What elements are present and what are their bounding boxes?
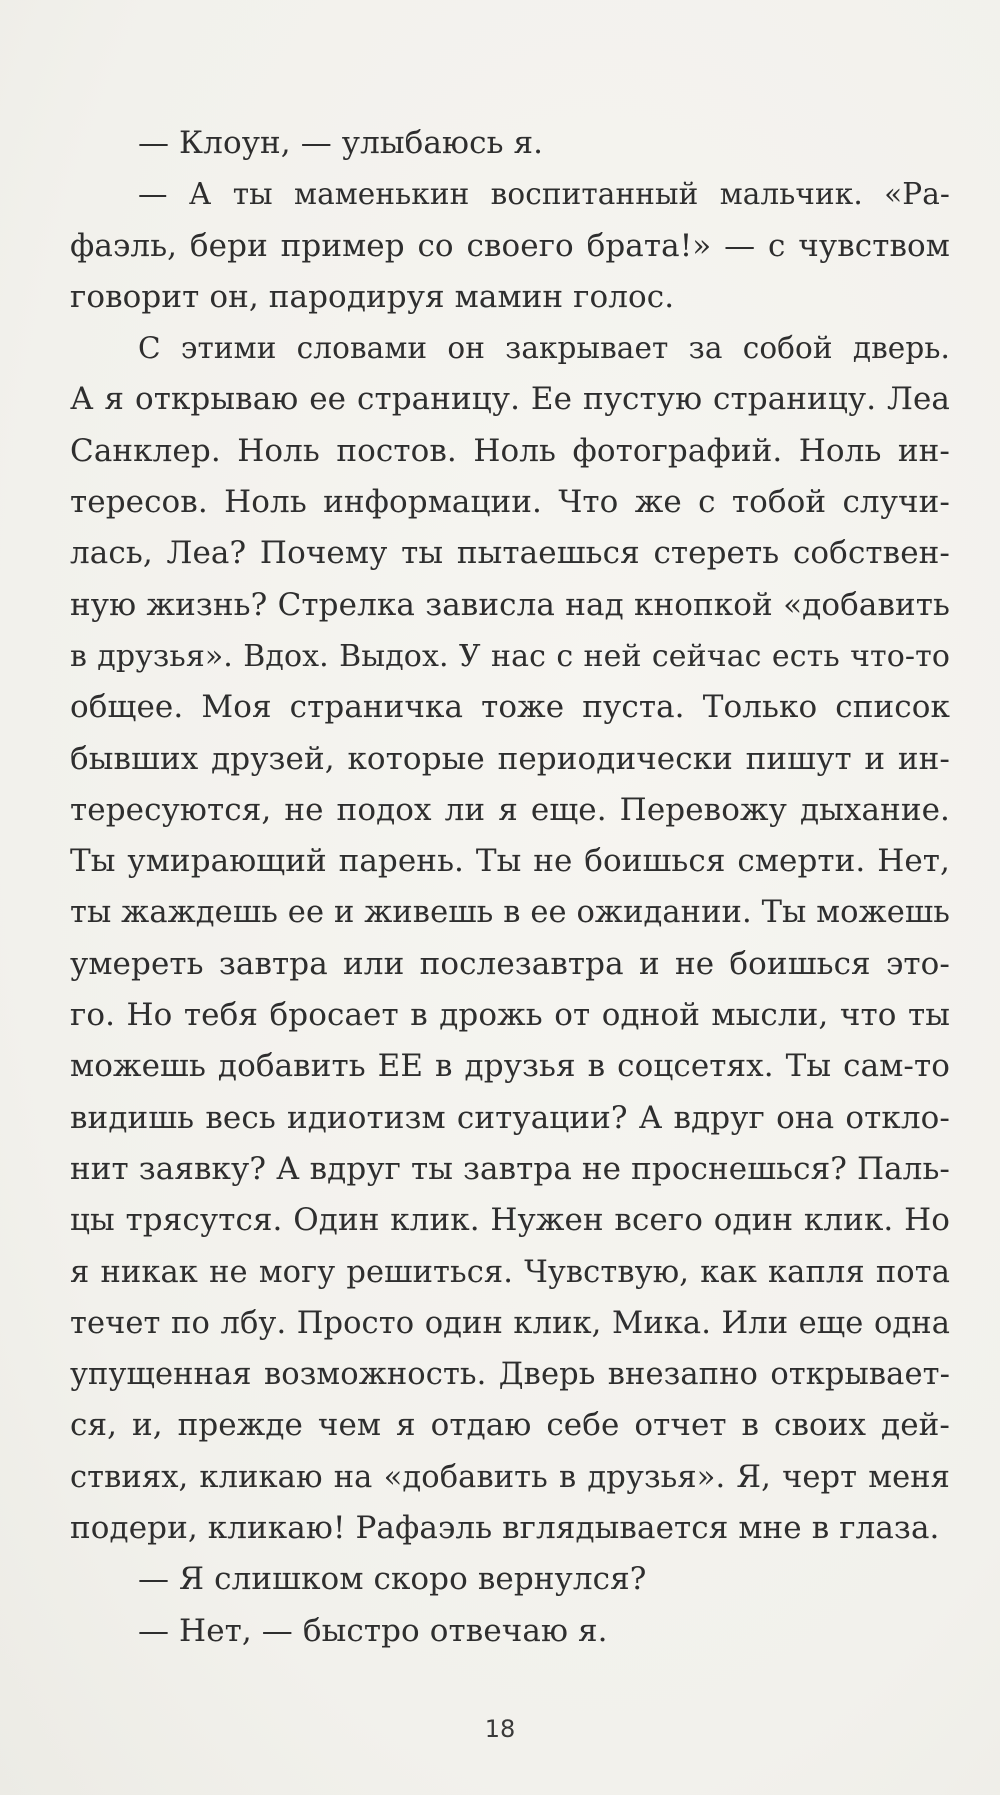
body-text [70, 118, 950, 1657]
text-line: можешь добавить ЕЕ в друзья в соцсетях. Ты сам-то [70, 1048, 950, 1085]
page-number: 18 [484, 1715, 516, 1743]
text-line: А я открываю ее страницу. Ее пустую страницу. Леа [70, 381, 950, 418]
text-line: подери, кликаю! Рафаэль вглядывается мне в глаза. [70, 1510, 940, 1547]
text-line: Ты умирающий парень. Ты не боишься смерти. Нет, [70, 843, 950, 880]
text-line: говорит он, пародируя мамин голос. [70, 278, 675, 315]
text-line: ся, и, прежде чем я отдаю себе отчет в своих дей- [70, 1407, 950, 1444]
text-line: ствиях, кликаю на «добавить в друзья». Я, черт меня [70, 1459, 950, 1495]
text-line: ную жизнь? Стрелка зависла над кнопкой «добавить [70, 586, 950, 623]
text-line: — А ты маменькин воспитанный мальчик. «Ра- [138, 177, 950, 212]
text-line: Санклер. Ноль постов. Ноль фотографий. Ноль ин- [70, 432, 950, 469]
text-line: — Я слишком скоро вернулся? [138, 1561, 647, 1598]
text-line: в друзья». Вдох. Выдох. У нас с ней сейчас есть что-то [70, 638, 950, 674]
text-line: тересуются, не подох ли я еще. Перевожу дыхание. [70, 791, 950, 828]
text-line: С этими словами он закрывает за собой дверь. [138, 331, 950, 366]
text-line: видишь весь идиотизм ситуации? А вдруг она откло- [70, 1099, 950, 1136]
text-line: — Клоун, — улыбаюсь я. [138, 125, 544, 161]
text-line: цы трясутся. Один клик. Нужен всего один клик. Но [70, 1202, 950, 1239]
text-line: течет по лбу. Просто один клик, Мика. Или еще одна [70, 1305, 950, 1341]
text-line: лась, Леа? Почему ты пытаешься стереть собствен- [70, 535, 950, 572]
text-line: бывших друзей, которые периодически пишут и ин- [70, 740, 950, 777]
text-line: ты жаждешь ее и живешь в ее ожидании. Ты можешь [70, 895, 950, 931]
text-line: упущенная возможность. Дверь внезапно открывает- [70, 1357, 950, 1393]
text-line: общее. Моя страничка тоже пуста. Только список [70, 689, 950, 726]
text-line: умереть завтра или послезавтра и не боишься это- [70, 945, 950, 982]
text-line: нит заявку? А вдруг ты завтра не проснешься? Паль- [70, 1150, 950, 1187]
text-line: — Нет, — быстро отвечаю я. [138, 1612, 608, 1649]
text-line: я никак не могу решиться. Чувствую, как капля пота [70, 1254, 950, 1290]
text-line: го. Но тебя бросает в дрожь от одной мысли, что ты [70, 997, 950, 1034]
text-line: фаэль, бери пример со своего брата!» — с чувством [70, 227, 950, 264]
text-line: тересов. Ноль информации. Что же с тобой случи- [70, 484, 950, 521]
